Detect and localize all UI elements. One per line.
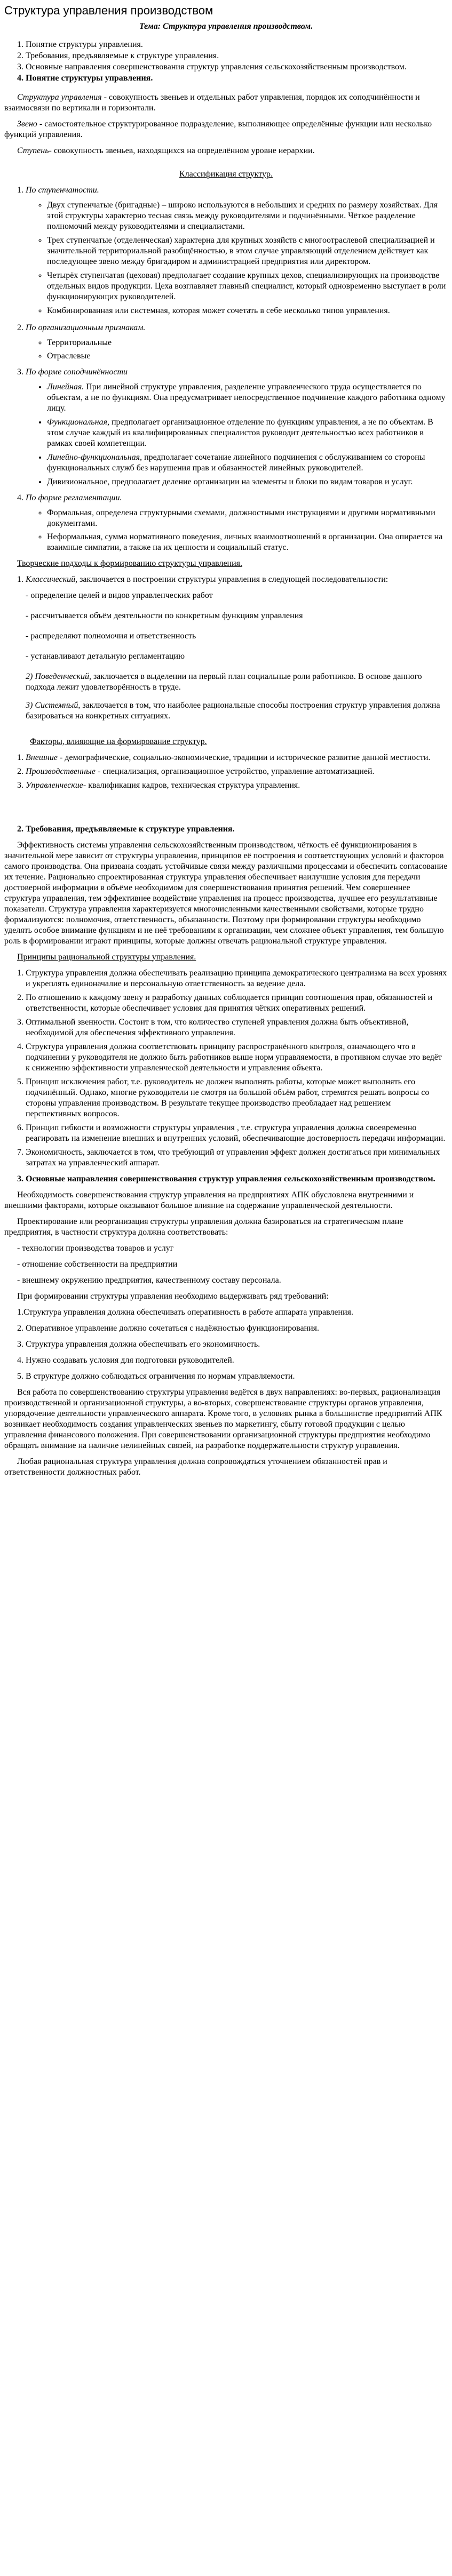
list-item: ◦ Комбинированная или системная, которая может сочетать в себе несколько типов управления.	[47, 306, 448, 316]
classification-by-regulation	[26, 493, 448, 553]
definition-text: - самостоятельное структурированное подразделение, выполняющее определённые функции или несколько функций управления.	[4, 119, 432, 139]
term: Линейно-функциональная,	[47, 452, 142, 462]
list-item	[26, 753, 448, 763]
section3-requirement: 4. Нужно создавать условия для подготовки руководителей.	[17, 1355, 234, 1365]
definition-link	[4, 119, 448, 140]
list-item: ◦ Отраслевые	[47, 351, 448, 362]
term: Функциональная,	[47, 417, 109, 427]
list-item: 7. Экономичность, заключается в том, что требующий от управления эффект должен достигаться при минимальных затратах на управленческий аппарат.	[26, 1147, 448, 1169]
term: Системный,	[35, 700, 81, 710]
principles-heading: Принципы рациональной структуры управления.	[17, 952, 196, 962]
definition-text: - совокупность звеньев, находящихся на определённом уровне иерархии.	[49, 146, 315, 155]
list-item: ◦ Четырёх ступенчатая (цеховая) предполагает создание крупных цехов, специализирующих на производстве отдельных видов продукции. Цеха возглавляет главный специалист, который одновременно выступает в роли функционирующих руководителей.	[47, 270, 448, 302]
section3-paragraph: Необходимость совершенствования структур управления на предприятиях АПК обусловлена внутренними и внешними факторами, которые оказывают большое влияние на содержание управленческой деятельности.	[4, 1190, 414, 1210]
section2-heading: 2. Требования, предъявляемые к структуре управления.	[26, 824, 448, 835]
section3-requirement: 1.Структура управления должна обеспечивать оперативность в работе аппарата управления.	[17, 1307, 353, 1317]
classification-by-features	[26, 323, 448, 362]
list-item: 4. Структура управления должна соответствовать принципу распространённого контроля, означающего что в подчинении у руководителя не должно быть работников выше норм управляемости, в противном случае это ведёт к снижению эффективности управленческой деятельности и управления объекта.	[26, 1042, 448, 1074]
regulation-list	[26, 508, 448, 553]
list-item: ◦ Трех ступенчатые (отделенческая) характерна для крупных хозяйств с многоотраслевой специализацией и значительной территориальной разобщённостью, в этом случае управляющий отделением действует как последующее звено между бригадиром и администрацией предприятия или директором.	[47, 235, 448, 267]
stages-list	[26, 200, 448, 316]
classification-list	[4, 185, 448, 553]
list-item: ◦ Двух ступенчатые (бригадные) – широко используются в небольших и средних по размеру хозяйствах. Для этой структуры характерно тесная связь между руководителями и подчинёнными. Чёткое разделение полномочий между руководителями и специалистами.	[47, 200, 448, 232]
section2-heading-list	[4, 824, 448, 835]
term: Структура управления	[17, 92, 102, 102]
section3-heading: 3. Основные направления совершенствования структур управления сельскохозяйственным производством.	[17, 1174, 435, 1183]
list-item	[26, 780, 448, 791]
page-title: Структура управления производством	[4, 4, 213, 17]
classification-heading: Классификация структур.	[179, 169, 273, 179]
term: Линейная.	[47, 382, 84, 391]
section3-paragraph: Проектирование или реорганизация структуры управления должна базироваться на стратегическом плане предприятия, в частности структура должна соответствовать:	[4, 1217, 403, 1237]
definition-level	[4, 146, 448, 156]
classification-heading-item: По форме соподчинённости	[26, 367, 128, 377]
subordination-list	[26, 382, 448, 487]
factors-list	[4, 753, 448, 791]
approaches-heading: Творческие подходы к формированию структуры управления.	[17, 558, 243, 568]
item-text: заключается в выделении на первый план социальные роли работников. В основе данного подхода лежит удовлетворённость в труде.	[26, 671, 422, 692]
item-text: Дивизиональное, предполагает деление организации на элементы и блоки по видам товаров и услуг.	[47, 477, 413, 486]
definition-structure	[4, 92, 448, 114]
item-text: - квалификация кадров, техническая структура управления.	[83, 780, 300, 790]
features-list	[26, 338, 448, 362]
item-text: предполагает организационное отделение по функциям управления, а не по объектам. В этом случае каждый из квалифицированных специалистов руководит деятельностью всех работников в рамках своей компетенции.	[47, 417, 433, 448]
item-text: При линейной структуре управления, разделение управленческого труда осуществляется по объектам, а не по функциям. Она предусматривает непосредственное подчинение каждого работника одному лицу.	[47, 382, 446, 413]
approach-step: - определение целей и видов управленческих работ	[26, 590, 213, 600]
section3-requirement: 5. В структуре должно соблюдаться ограничения по нормам управляемости.	[17, 1371, 295, 1381]
term: Управленческие	[26, 780, 83, 790]
section3-requirement: 3. Структура управления должна обеспечивать его экономичность.	[17, 1339, 260, 1349]
list-item: 6. Принцип гибкости и возможности структуры управления , т.е. структура управления должна своевременно реагировать на изменение внешних и внутренних условий, обеспечивающие достоверность передачи информации.	[26, 1123, 448, 1144]
item-text: - демографические, социально-экономические, традиции и историческое развитие данной местности.	[57, 753, 431, 762]
list-item: ◦ Неформальная, сумма нормативного поведения, личных взаимоотношений в организации. Она опирается на взаимные симпатии, а также на их ценности и социальный статус.	[47, 532, 448, 553]
item-text: заключается в том, что наиболее рациональные способы построения структур управления должна базироваться на конкретных ситуациях.	[26, 700, 440, 721]
approach-behavioral: 2) Поведенческий, заключается в выделении на первый план социальные роли работников. В основе данного подхода лежит удовлетворённость в труде.	[26, 671, 422, 692]
approach-systemic: 3) Системный, заключается в том, что наиболее рациональные способы построения структур управления должна базироваться на конкретных ситуациях.	[26, 700, 440, 721]
list-item: 3. Оптимальной звенности. Состоит в том, что количество ступеней управления должна быть объективной, необходимой для обеспечения эффективного управления.	[26, 1017, 448, 1038]
classification-by-subordination	[26, 367, 448, 487]
factors-heading: Факторы, влияющие на формирование структур.	[30, 737, 207, 746]
plan-list	[4, 39, 448, 84]
classification-by-stages	[26, 185, 448, 316]
term: Поведенческий,	[35, 671, 91, 681]
section3-factor: - отношение собственности на предприятии	[17, 1259, 178, 1269]
approach-step: - рассчитывается объём деятельности по конкретным функциям управления	[26, 611, 303, 620]
term: Ступень	[17, 146, 49, 155]
term: Внешние	[26, 753, 58, 762]
section3-paragraph: При формировании структуры управления необходимо выдерживать ряд требований:	[17, 1291, 329, 1301]
plan-item: 1. Понятие структуры управления.	[26, 39, 448, 50]
section3-factor: - технологии производства товаров и услуг	[17, 1243, 174, 1253]
topic-heading: Тема: Структура управления производством.	[139, 21, 313, 31]
list-item: 2. По отношению к каждому звену и разработку данных соблюдается принцип соотношения прав, обязанностей и ответственности, которые обеспечивает условия для принятия чётких оперативных решений.	[26, 993, 448, 1014]
section3-paragraph: Вся работа по совершенствованию структуры управления ведётся в двух направлениях: во-первых, рационализация производственной и организационной структуры, а во-вторых, совершенствование структуры органов управления, упорядочение деятельности управленческого аппарата. Кроме того, в условиях рынка в большинстве предприятий АПК возникает необходимость создания управленческих звеньев по маркетингу, сбыту готовой продукции с целью управления финансового положения. При совершенствовании организационной структуры предприятия необходимо обращать внимание на наличие нелинейных связей, на разработке поддержательности структур управления.	[4, 1387, 442, 1450]
approach-step: - распределяют полномочия и ответственность	[26, 631, 196, 641]
section3-factor: - внешнему окружению предприятия, качественному составу персонала.	[17, 1275, 281, 1285]
list-item: ◦ Формальная, определена структурными схемами, должностными инструкциями и другими нормативными документами.	[47, 508, 448, 529]
classification-heading-item: По ступенчатости.	[26, 185, 99, 195]
definition-text: - совокупность звеньев и отдельных работ управления, порядок их соподчинённости и взаимосвязи по вертикали и горизонтали.	[4, 92, 420, 113]
plan-item: 3. Основные направления совершенствования структур управления сельскохозяйственным производством.	[26, 62, 448, 73]
classification-heading-item: По форме регламентации.	[26, 493, 122, 502]
term: Звено	[17, 119, 37, 129]
item-text: - специализация, организационное устройство, управление автоматизацией.	[95, 766, 375, 776]
list-item	[47, 452, 448, 474]
approach-step: - устанавливают детальную регламентацию	[26, 651, 185, 661]
item-text: заключается в построении структуры управления в следующей последовательности:	[77, 574, 388, 584]
list-item	[47, 417, 448, 449]
section2-paragraph: Эффективность системы управления сельскохозяйственным производством, чёткость её функционирования в значительной мере зависит от структуры управления, принципов её построения и соответствующих условий и факторов самого производства. Она призвана создать устойчивые связи между различными процессами и обеспечить согласование их течение. Рационально спроектированная структура управления обеспечивает наилучшие условия для передачи достоверной информации в объёме необходимом для совершенствования принятия решений. Чем совершеннее структура управления, тем эффективнее воздействие управления на процесс производства, лучшее его результативные показатели. Структура управления характеризуется многочисленными качественными свойствами, которые трудно формализуются: полномочия, ответственность, объязанности. Поэтому при формировании структуры необходимо уделять особое внимание функциям и не неё требованиям к организации, чем сложнее объект управления, тем большую роль в формировании играют принципы, которые должны отвечать рациональной структуре управления.	[4, 840, 448, 946]
item-text: предполагает сочетание линейного подчинения с обслуживанием со стороны функциональных служб без нарушения прав и обязанностей линейных руководителей.	[47, 452, 425, 473]
term: Классический,	[26, 574, 78, 584]
list-item: ◦ Территориальные	[47, 338, 448, 348]
list-item	[26, 766, 448, 777]
classification-heading-item: По организационным признакам.	[26, 323, 146, 332]
plan-item-current: 4. Понятие структуры управления.	[26, 73, 448, 84]
term: Производственные	[26, 766, 96, 776]
list-item: 5. Принцип исключения работ, т.е. руководитель не должен выполнять работы, которые может выполнять его подчинённый. Однако, многие руководители не смотря на большой объём работ, стремятся решать вопросы со стороны управления производством. В результате текущее производство преобладает над решением перспективных вопросов.	[26, 1077, 448, 1119]
section3-requirement: 2. Оперативное управление должно сочетаться с надёжностью функционирования.	[17, 1323, 320, 1333]
list-item: 1. Структура управления должна обеспечивать реализацию принципа демократического централизма на всех уровнях и укреплять единоначалие и персональную ответственность за ведение дела.	[26, 968, 448, 989]
approaches-list	[4, 574, 448, 585]
plan-item: 2. Требования, предъявляемые к структуре управления.	[26, 51, 448, 61]
approach-classic	[26, 574, 448, 585]
list-item	[47, 382, 448, 414]
list-item	[47, 477, 448, 487]
principles-list	[4, 968, 448, 1169]
section3-paragraph: Любая рациональная структура управления должна сопровождаться уточнением обязанностей прав и ответственности должностных работ.	[4, 1457, 387, 1477]
